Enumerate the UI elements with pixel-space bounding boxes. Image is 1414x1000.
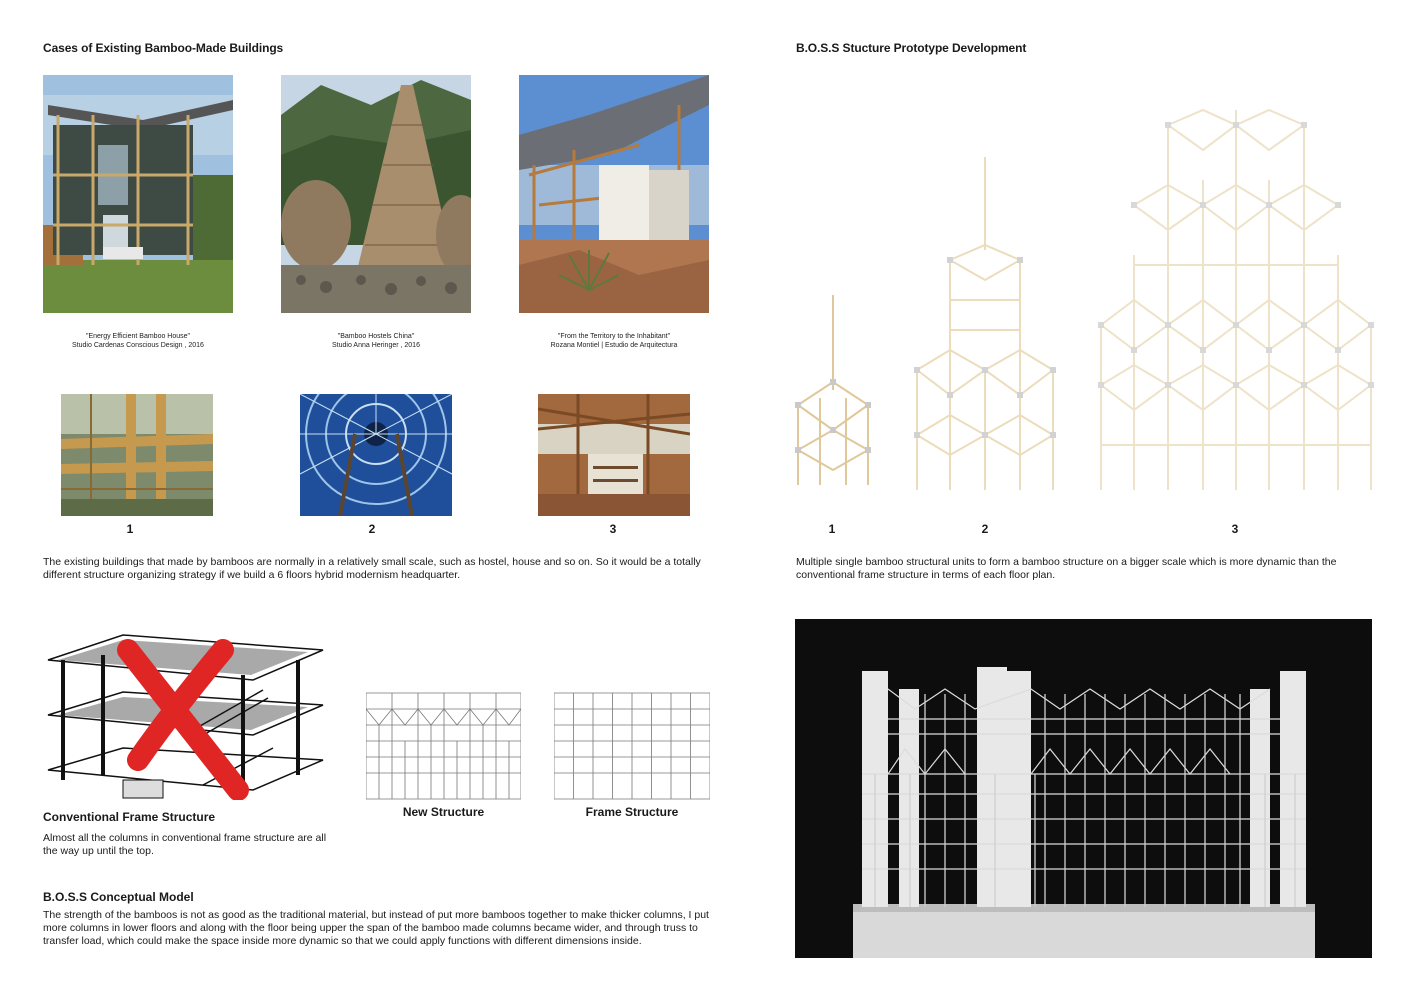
prototype-3-drawing [1098,105,1374,497]
prototype-number-1: 1 [828,522,836,536]
case-credit-3: Rozana Montiel | Estudio de Arquitectura [550,342,678,349]
detail-number-3: 3 [609,522,617,536]
case-credit-1: Studio Cardenas Conscious Design , 2016 [72,342,204,349]
left-intro-paragraph: The existing buildings that made by bamboos are normally in a relatively small scale, such as hostel, house and so on. So it would be a totally different structure organizing strategy if we build a 6 floors hybrid modernism headquarter. [43,556,701,581]
case-photo-bamboo-house [43,75,233,313]
detail-photo-interior [538,394,690,516]
conventional-title: Conventional Frame Structure [43,810,216,824]
frame-structure-diagram [554,691,710,801]
new-structure-label: New Structure [402,805,485,819]
case-photo-bamboo-hostel [281,75,471,313]
detail-number-2: 2 [368,522,376,536]
new-structure-diagram [366,691,521,801]
prototype-number-2: 2 [981,522,989,536]
case-title-1: "Energy Efficient Bamboo House" [85,333,191,340]
detail-photo-dome [300,394,452,516]
conventional-frame-drawing [43,630,328,800]
model-text: The strength of the bamboos is not as good as the traditional material, but instead of put more bamboos together to make thicker columns, I put more columns in lower floors and along with the floor being upper the span of the bamboo made columns became wider, and through truss to transfer load, which could make the space inside more dynamic so that we could apply functions with different dimensions inside. [43,909,709,947]
prototype-2-drawing [914,155,1056,495]
conceptual-model-render [795,619,1372,958]
case-photo-territory [519,75,709,313]
case-caption-1 [43,332,233,350]
case-caption-2 [281,332,471,350]
case-title-2: "Bamboo Hostels China" [337,333,415,340]
frame-structure-label: Frame Structure [585,805,679,819]
left-heading: Cases of Existing Bamboo-Made Buildings [43,41,284,55]
right-heading: B.O.S.S Stucture Prototype Development [796,41,1027,55]
detail-photo-joints [61,394,213,516]
case-caption-3 [519,332,709,350]
prototype-number-3: 3 [1231,522,1239,536]
case-title-3: "From the Territory to the Inhabitant" [557,333,671,340]
prototype-1-drawing [795,290,871,490]
model-title: B.O.S.S Conceptual Model [43,890,194,904]
case-credit-2: Studio Anna Heringer , 2016 [332,342,420,349]
right-intro-paragraph: Multiple single bamboo structural units to form a bamboo structure on a bigger scale which is more dynamic than the conventional frame structure in terms of each floor plan. [796,556,1337,581]
detail-number-1: 1 [126,522,134,536]
conventional-text: Almost all the columns in conventional frame structure are all the way up until the top. [43,832,327,857]
